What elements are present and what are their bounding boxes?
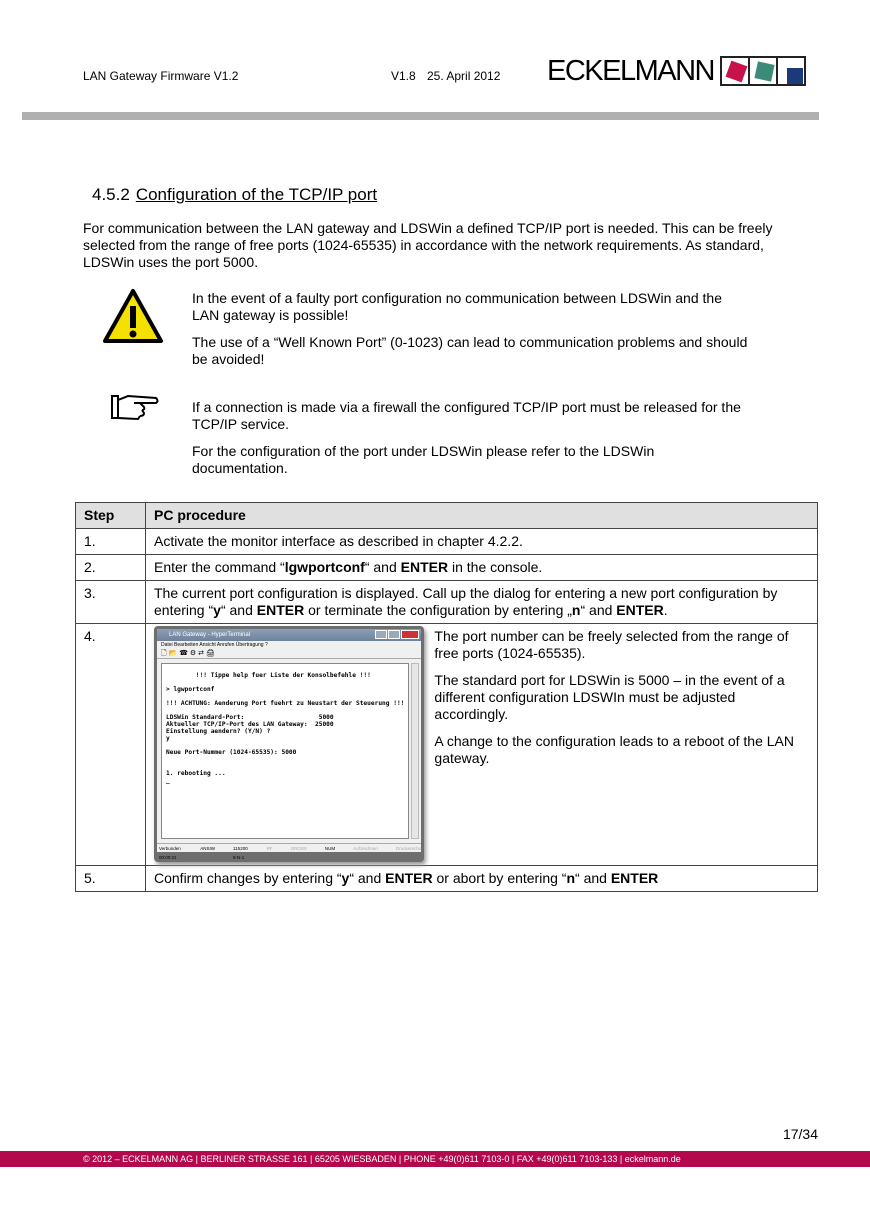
step-text: Confirm changes by entering “y“ and ENTER or abort by entering “n“ and ENTER: [146, 866, 818, 892]
hint-note: [192, 399, 752, 487]
hint-text-2: For the configuration of the port under LDSWin please refer to the LDSWin documentation.: [192, 443, 655, 476]
terminal-title: LAN Gateway - HyperTerminal: [169, 632, 251, 638]
logo-squares-icon: [720, 56, 806, 86]
page-number: 17/34: [782, 1126, 818, 1142]
section-number: 4.5.2: [92, 185, 130, 204]
procedure-table: [75, 502, 818, 892]
table-row: [76, 555, 818, 581]
step4-text-3: A change to the configuration leads to a reboot of the LAN gateway.: [434, 733, 795, 766]
warning-text-2: The use of a “Well Known Port” (0-1023) can lead to communication problems and should be avoided!: [192, 334, 748, 367]
step-number: 5.: [76, 866, 146, 892]
hyperterminal-screenshot: [154, 626, 424, 862]
terminal-output: !!! Tippe help fuer Liste der Konsolbefehle !!! > lgwportconf !!! ACHTUNG: Aenderung Port fuehrt zu Neustart der Steuerung !!! LDSWin Standard-Port: 5000 Aktueller TCP/IP-Port des LAN Gateway: 25000 Einstellung aendern? (Y/N) ? y Neue Port-Nummer (1024-65535): 5000 1. rebooting ... _: [161, 663, 409, 839]
intro-paragraph: For communication between the LAN gateway and LDSWin a defined TCP/IP port is needed. This can be freely selected from the range of free ports (1024-65535) in accordance with the network requirements. As standard, LDSWin uses the port 5000.: [83, 220, 773, 270]
terminal-statusbar: Verbunden 00:00:21 ANSIW 115200 8-N-1 RF GROSS NUM Aufzeichnen Druckerecho: [157, 843, 421, 852]
header-procedure: PC procedure: [146, 503, 818, 529]
minimize-icon: [375, 630, 387, 639]
hint-text-1: If a connection is made via a firewall the configured TCP/IP port must be released for the TCP/IP service.: [192, 399, 741, 432]
terminal-scrollbar: [411, 663, 419, 839]
table-row: [76, 581, 818, 624]
step4-text-1: The port number can be freely selected from the range of free ports (1024-65535).: [434, 628, 789, 661]
step-text: The current port configuration is displayed. Call up the dialog for entering a new port configuration by entering “y“ and ENTER or terminate the configuration by entering „n“ and ENTER.: [146, 581, 818, 624]
step-number: 1.: [76, 529, 146, 555]
step-text: Activate the monitor interface as described in chapter 4.2.2.: [146, 529, 818, 555]
step-text: Enter the command “lgwportconf“ and ENTER in the console.: [146, 555, 818, 581]
step4-text-2: The standard port for LDSWin is 5000 – in the event of a different configuration LDSWIn must be adjusted accordingly.: [434, 672, 785, 722]
table-row: [76, 624, 818, 866]
terminal-toolbar-icons: 🗋 📂 ☎ ⚙ ⇄ 🖨: [157, 649, 421, 659]
pointing-hand-icon: [110, 392, 160, 422]
warning-text-1: In the event of a faulty port configuration no communication between LDSWin and the LAN gateway is possible!: [192, 290, 722, 323]
warning-note: [192, 290, 752, 378]
close-icon: [401, 630, 419, 639]
section-title: Configuration of the TCP/IP port: [135, 185, 378, 204]
step-number: 2.: [76, 555, 146, 581]
section-heading: [92, 185, 377, 205]
terminal-menubar: Datei Bearbeiten Ansicht Anrufen Übertragung ?: [157, 641, 421, 649]
maximize-icon: [388, 630, 400, 639]
header-divider: [22, 112, 819, 120]
eckelmann-logo: [547, 56, 806, 86]
table-row: [76, 529, 818, 555]
doc-title: LAN Gateway Firmware V1.2: [83, 69, 239, 83]
footer-bar: © 2012 – ECKELMANN AG | BERLINER STRASSE 161 | 65205 WIESBADEN | PHONE +49(0)611 7103-0 | FAX +49(0)611 7103-133 | eckelmann.de: [0, 1151, 870, 1167]
logo-text: ECKELMANN: [547, 55, 714, 87]
table-header-row: [76, 503, 818, 529]
terminal-titlebar: [157, 629, 421, 641]
table-row: [76, 866, 818, 892]
doc-date: 25. April 2012: [427, 69, 501, 83]
warning-triangle-icon: [102, 288, 164, 344]
step-content: [146, 624, 818, 866]
step-number: 3.: [76, 581, 146, 624]
doc-version: V1.8: [391, 69, 416, 83]
step-number: 4.: [76, 624, 146, 866]
header-step: Step: [76, 503, 146, 529]
